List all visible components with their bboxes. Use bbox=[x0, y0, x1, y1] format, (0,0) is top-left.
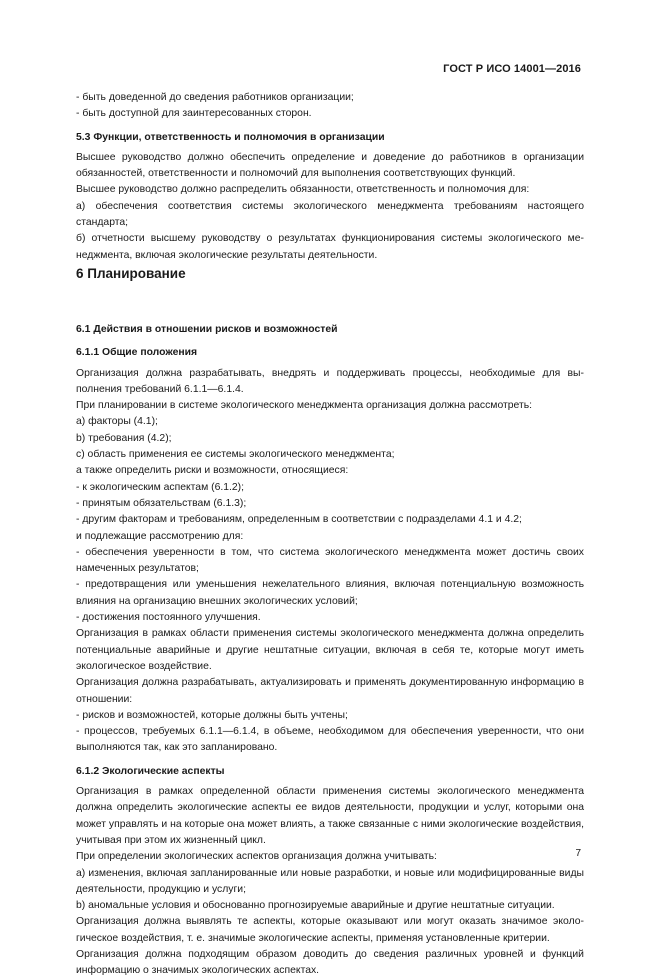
paragraph: - к экологическим аспектам (6.1.2); bbox=[76, 481, 245, 493]
paragraph: - процессов, требуемых 6.1.1—6.1.4, в объеме, необходимом для обеспечения уверенности, что они выполняются так, как это запланировано. bbox=[76, 726, 584, 754]
paragraph: - достижения постоянного улучшения. bbox=[76, 612, 261, 624]
paragraph: - быть доступной для заинтересованных сторон. bbox=[76, 108, 312, 120]
paragraph: При определении экологических аспектов организация должна учитывать: bbox=[76, 851, 437, 863]
section-6-1-content bbox=[76, 322, 584, 980]
paragraph: - другим факторам и требованиям, определенным в соответствии с подразделами 4.1 и 4.2; bbox=[76, 514, 522, 526]
paragraph: При планировании в системе экологического менеджмента организация должна рассмотреть: bbox=[76, 400, 533, 412]
paragraph: - рисков и возможностей, которые должны быть учтены; bbox=[76, 709, 348, 721]
paragraph: - предотвращения или уменьшения нежелательного влияния, включая потенциальную возможность влияния на организацию внешних экологических условий; bbox=[76, 579, 584, 607]
paragraph: б) отчетности высшему руководству о результатах функционирования системы экологического менеджмента, включая экологические результаты деятельности. bbox=[76, 233, 584, 261]
paragraph: Организация должна подходящим образом доводить до сведения различных уровней и функций информацию о значимых экологических аспектах. bbox=[76, 948, 584, 977]
paragraph: Высшее руководство должно распределить обязанности, ответственность и полномочия для: bbox=[76, 184, 530, 196]
paragraph: - обеспечения уверенности в том, что система экологического менеджмента может достичь своих намеченных результатов; bbox=[76, 546, 584, 575]
paragraph: Организация в рамках области применения системы экологического менеджмента должна определить потенциальные аварийные и другие нештатные ситуации, включая в себя те, которые могут иметь экологическое воздействие. bbox=[76, 628, 584, 672]
standard-header: ГОСТ Р ИСО 14001—2016 bbox=[443, 63, 581, 75]
paragraph: a) изменения, включая запланированные или новые разработки, и новые или модифицированные виды деятельности, продукцию и услуги; bbox=[76, 867, 584, 895]
paragraph: c) область применения ее системы экологического менеджмента; bbox=[76, 449, 395, 461]
page-number: 7 bbox=[575, 848, 581, 859]
paragraph: Организация должна разрабатывать, актуализировать и применять документированную информацию в отношении: bbox=[76, 677, 584, 705]
paragraph: - принятым обязательствам (6.1.3); bbox=[76, 497, 247, 509]
paragraph: Организация должна разрабатывать, внедрять и поддерживать процессы, необходимые для выполнения требований 6.1.1—6.1.4. bbox=[76, 367, 584, 395]
paragraph: а) обеспечения соответствия системы экологического менеджмента требованиям настоящего стандарта; bbox=[76, 200, 584, 229]
section-heading: 6.1.1 Общие положения bbox=[76, 347, 198, 359]
paragraph: Высшее руководство должно обеспечить определение и доведение до работников в организации обязанностей, ответственности и полномочий для выполнения соответствующих функций. bbox=[76, 151, 584, 180]
section-heading: 6.1 Действия в отношении рисков и возможностей bbox=[76, 324, 338, 335]
paragraph: a) факторы (4.1); bbox=[76, 416, 158, 428]
chapter-heading: 6 Планирование bbox=[76, 266, 186, 281]
paragraph: а также определить риски и возможности, относящиеся: bbox=[76, 465, 349, 477]
paragraph: b) требования (4.2); bbox=[76, 432, 172, 444]
paragraph: Организация в рамках определенной области применения системы экологического менеджмента должна определить экологические аспекты ее видов деятельности, продукции и услуг, которыми она может управлять и на которые она может влиять, а также связанные с ними экологические воздействия, учитывая при этом их жизненный цикл. bbox=[76, 786, 584, 846]
paragraph: и подлежащие рассмотрению для: bbox=[76, 530, 244, 542]
paragraph: - быть доведенной до сведения работников организации; bbox=[76, 92, 354, 103]
section-heading: 5.3 Функции, ответственность и полномочия в организации bbox=[76, 131, 385, 143]
paragraph: b) аномальные условия и обоснованно прогнозируемые аварийные и другие нештатные ситуации. bbox=[76, 900, 555, 912]
section-5-3-content bbox=[76, 90, 584, 264]
section-heading: 6.1.2 Экологические аспекты bbox=[76, 765, 225, 777]
paragraph: Организация должна выявлять те аспекты, которые оказывают или могут оказать значимое экологическое воздействия, т. е. значимые экологические аспекты, применяя установленные критерии. bbox=[76, 916, 584, 944]
